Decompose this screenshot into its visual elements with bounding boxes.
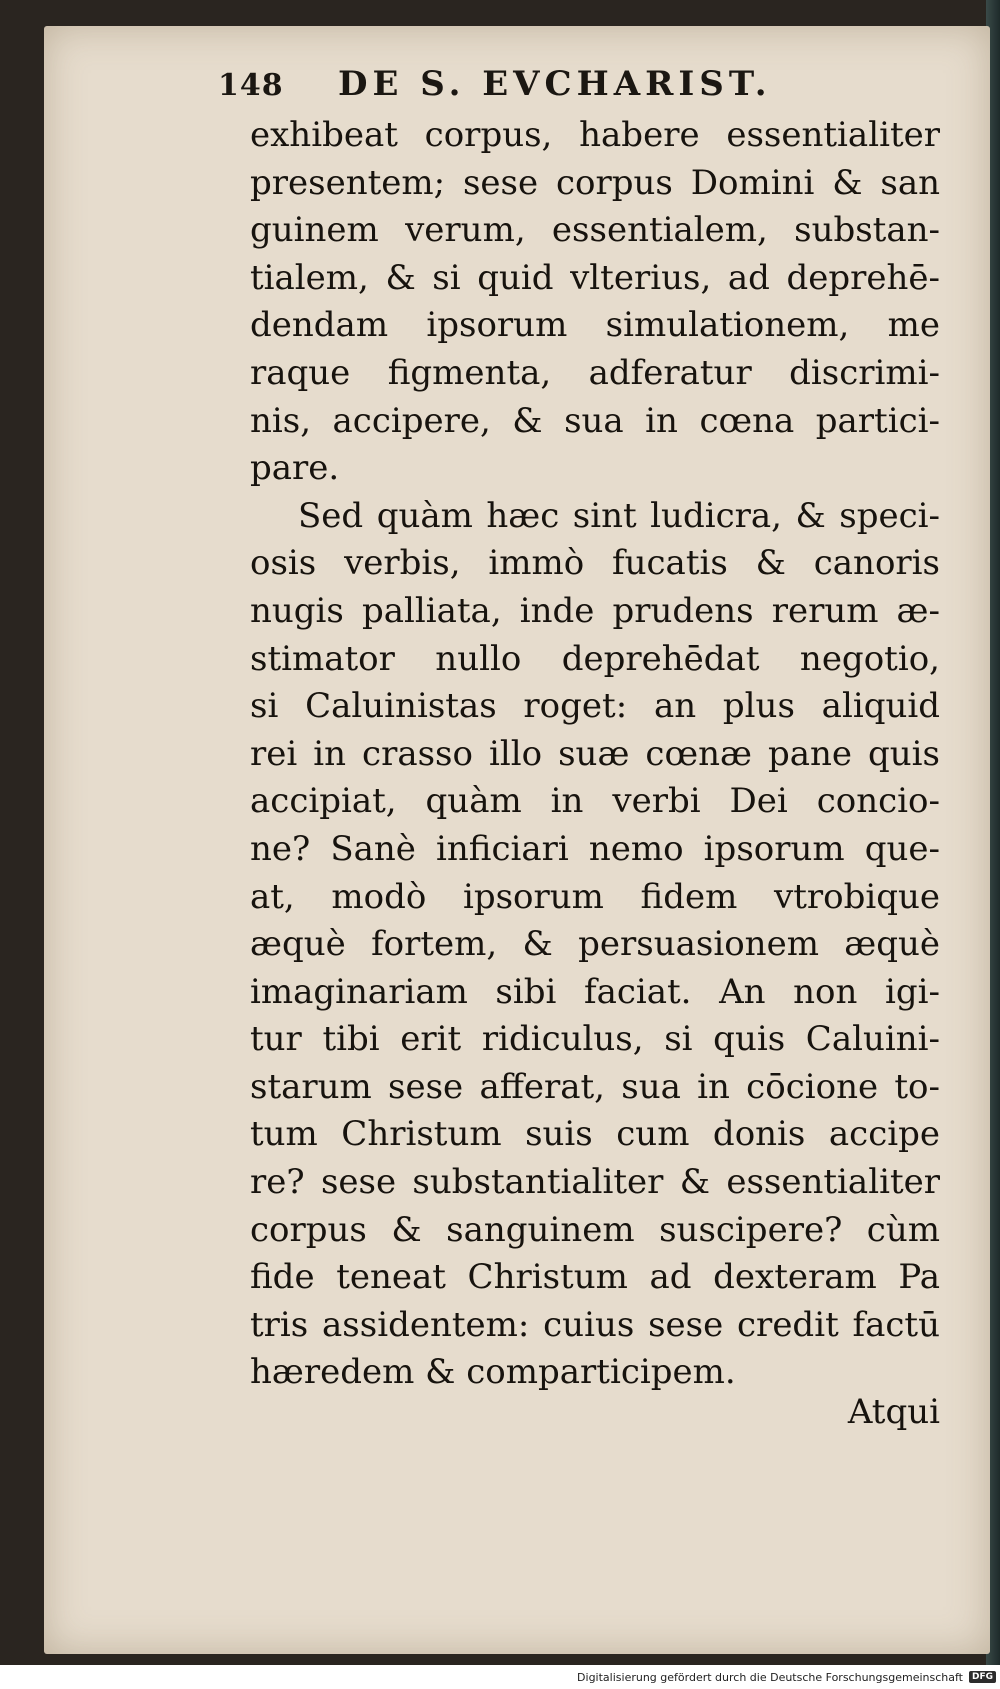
running-head	[218, 64, 838, 104]
text-line: starum sese afferat, sua in cōcione to-	[250, 1066, 940, 1107]
paragraph-start-line: Sed quàm hæc sint ludicra, & speci-	[298, 495, 940, 536]
text-line: nis, accipere, & sua in cœna partici-	[250, 400, 940, 441]
text-line: rei in crasso illo suæ cœnæ pane quis	[250, 733, 940, 774]
text-line: imaginariam sibi faciat. An non igi-	[250, 971, 940, 1012]
text-line: nugis palliata, inde prudens rerum æ-	[250, 590, 940, 631]
text-line: at, modò ipsorum fidem vtrobique	[250, 876, 940, 917]
text-line: tris assidentem: cuius sese credit factū	[250, 1304, 940, 1345]
funding-credit: Digitalisierung gefördert durch die Deutsche Forschungsgemeinschaft	[577, 1670, 963, 1684]
text-line: accipiat, quàm in verbi Dei concio-	[250, 781, 940, 822]
text-line: tialem, & si quid vlterius, ad deprehē-	[250, 257, 940, 298]
text-line: raque figmenta, adferatur discrimi-	[250, 352, 940, 393]
text-line: tum Christum suis cum donis accipe	[250, 1114, 940, 1155]
text-line: presentem; sese corpus Domini & san	[250, 162, 940, 203]
text-line: stimator nullo deprehēdat negotio,	[250, 638, 940, 679]
dfg-logo-icon: DFG	[969, 1671, 996, 1683]
text-line: corpus & sanguinem suscipere? cùm	[250, 1209, 940, 1250]
text-line: guinem verum, essentialem, substan-	[250, 210, 940, 251]
page-number: 148	[218, 68, 284, 103]
main-text	[250, 112, 940, 1397]
running-title: DE S. EVCHARIST.	[338, 64, 772, 104]
digitization-footer	[0, 1665, 1000, 1689]
text-line: ne? Sanè inficiari nemo ipsorum que-	[250, 828, 940, 869]
text-line: re? sese substantialiter & essentialiter	[250, 1162, 940, 1203]
text-line: æquè fortem, & persuasionem æquè	[250, 924, 940, 965]
text-line: pare.	[250, 448, 340, 489]
text-line: exhibeat corpus, habere essentialiter	[250, 115, 940, 155]
text-line: hæredem & comparticipem.	[250, 1352, 736, 1393]
text-line: osis verbis, immò fucatis & canoris	[250, 543, 940, 584]
catchword: Atqui	[847, 1392, 940, 1432]
text-line: si Caluinistas roget: an plus aliquid	[250, 686, 940, 727]
text-line: dendam ipsorum simulationem, me	[250, 305, 940, 346]
text-line: fide teneat Christum ad dexteram Pa	[250, 1257, 940, 1298]
text-line: tur tibi erit ridiculus, si quis Caluini-	[250, 1019, 940, 1060]
